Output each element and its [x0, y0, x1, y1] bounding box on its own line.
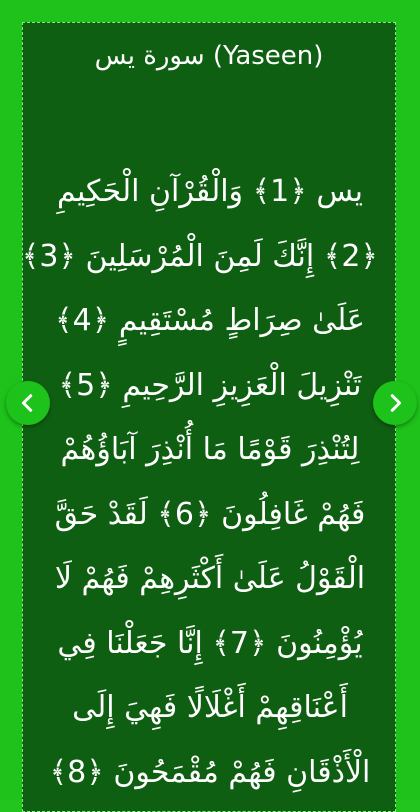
verse-line: عَلَىٰ صِرَاطٍ مُسْتَقِيمٍ ﴿4﴾ [55, 303, 365, 338]
verse-line: فَهُمْ غَافِلُونَ ﴿6﴾ لَقَدْ حَقَّ [54, 496, 366, 532]
verse-line: ﴿2﴾ إِنَّكَ لَمِنَ الْمُرْسَلِينَ ﴿3﴾ [21, 238, 378, 274]
verse-text-block [21, 160, 378, 805]
surah-title: سورة يس (Yaseen) [94, 41, 324, 71]
previous-page-button[interactable] [6, 381, 50, 425]
verse-line: تَنْزِيلَ الْعَزِيزِ الرَّحِيمِ ﴿5﴾ [58, 367, 362, 403]
verse-line: أَعْنَاقِهِمْ أَغْلَالًا فَهِيَ إِلَى [72, 690, 348, 725]
verse-line: يُؤْمِنُونَ ﴿7﴾ إِنَّا جَعَلْنَا فِي [57, 625, 363, 661]
verse-line: الْقَوْلُ عَلَىٰ أَكْثَرِهِمْ فَهُمْ لَا [54, 561, 366, 596]
next-page-button[interactable] [373, 381, 417, 425]
chevron-right-icon [384, 392, 406, 414]
verse-line: لِتُنْذِرَ قَوْمًا مَا أُنْذِرَ آبَاؤُهُمْ [60, 432, 360, 467]
verse-line: الْأَذْقَانِ فَهُمْ مُقْمَحُونَ ﴿8﴾ [49, 754, 371, 790]
chevron-left-icon [17, 392, 39, 414]
verse-line: يس ﴿1﴾ وَالْقُرْآنِ الْحَكِيمِ [57, 174, 363, 209]
